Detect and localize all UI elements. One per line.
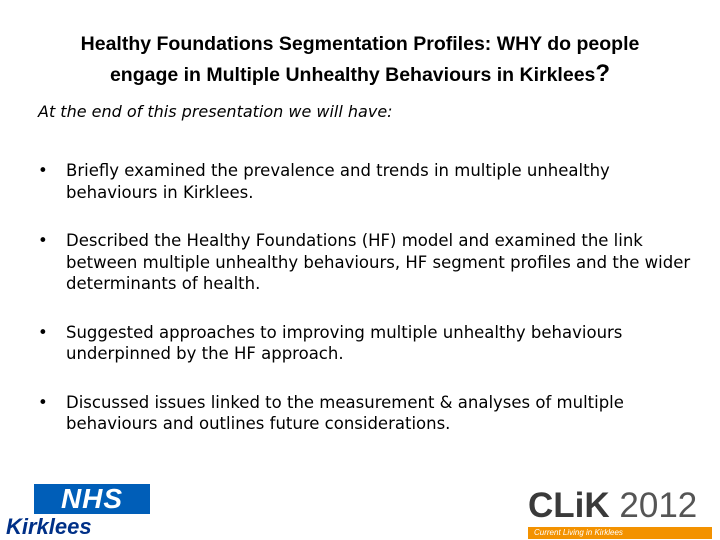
bullet-text: Discussed issues linked to the measurement & analyses of multiple behaviours and outlines future considerations. [66, 392, 624, 433]
nhs-organisation-name: Kirklees [6, 514, 92, 539]
bullet-dot: • [38, 322, 48, 342]
clik-year: 2012 [619, 486, 698, 525]
title-line-1: Healthy Foundations Segmentation Profiles: WHY do people [80, 33, 640, 55]
bullet-dot: • [38, 231, 48, 250]
bullet-item [38, 230, 698, 295]
title-question-mark: ? [595, 60, 611, 87]
clik-brand: CLiK [528, 486, 610, 525]
bullet-text: Described the Healthy Foundations (HF) model and examined the link between multiple unhealthy behaviours, HF segment profiles and the wider determinants of health. [66, 231, 691, 293]
clik-tagline: Current Living in Kirklees [528, 527, 712, 539]
bullet-item [38, 322, 698, 365]
bullet-dot: • [38, 161, 48, 180]
bullet-item [38, 392, 698, 435]
bullet-list [38, 160, 698, 435]
nhs-mark: NHS [34, 484, 150, 514]
bullet-item [38, 160, 698, 203]
clik-wordmark [528, 486, 697, 526]
nhs-kirklees-logo [4, 481, 154, 539]
title-line-2: engage in Multiple Unhealthy Behaviours in Kirklees [109, 64, 596, 86]
bullet-text: Suggested approaches to improving multiple unhealthy behaviours underpinned by the HF approach. [66, 322, 623, 363]
clik-2012-logo [526, 486, 716, 540]
bullet-dot: • [38, 392, 48, 412]
bullet-text: Briefly examined the prevalence and trends in multiple unhealthy behaviours in Kirklees. [66, 161, 610, 202]
slide-title [10, 30, 710, 90]
intro-text: At the end of this presentation we will have: [38, 102, 393, 121]
